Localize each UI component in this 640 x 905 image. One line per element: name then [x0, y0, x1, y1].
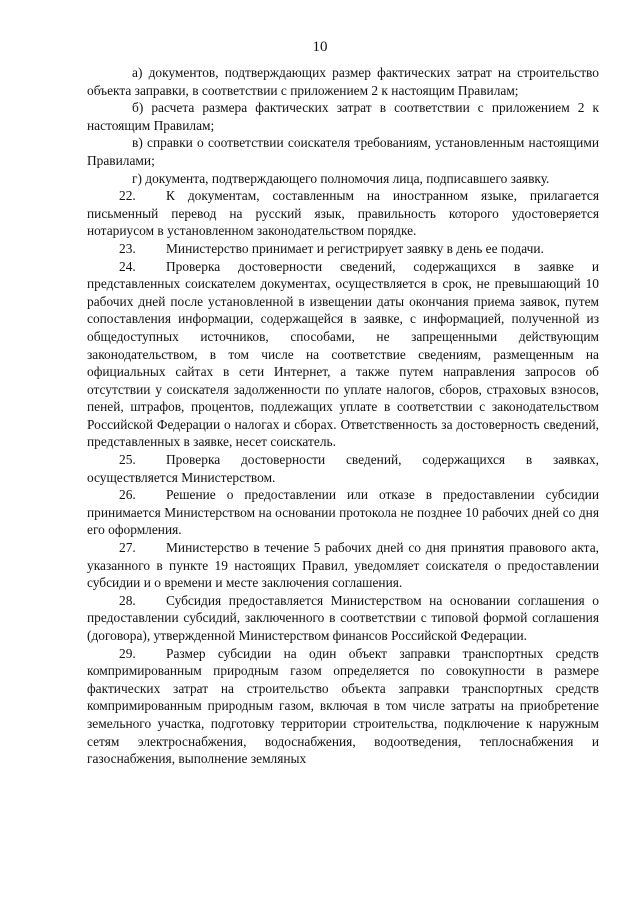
paragraph-text: Проверка достоверности сведений, содержащихся в заявке и представленных соискателем документах, осуществляется в срок, не превышающий 10 рабочих дней после установленной в извещении даты окончания приема заявок, путем сопоставления информации, содержащейся в заявке, с информацией, полученной из общедоступных источников, способами, не запрещенными действующим законодательством, в том числе на соответствие сведениям, размещенным на официальных сайтах в сети Интернет, а также путем направления запросов об отсутствии у соискателя задолженности по уплате налогов, сборов, страховых взносов, пеней, штрафов, процентов, подлежащих уплате в соответствии с законодательством Российской Федерации о налогах и сборах. Ответственность за достоверность сведений, представленных в заявке, несет соискатель. — [87, 258, 599, 450]
paragraph-number: 29. — [119, 645, 136, 661]
paragraph-number: 24. — [119, 258, 136, 274]
paragraph-text: Субсидия предоставляется Министерством на основании соглашения о предоставлении субсидий, заключенного в соответствии с типовой формой соглашения (договора), утвержденной Министерством финансов Российской Федерации. — [87, 592, 599, 643]
paragraph-number: 26. — [119, 487, 136, 503]
paragraph-text: а) документов, подтверждающих размер фактических затрат на строительство объекта заправки, в соответствии с приложением 2 к настоящим Правилам; — [87, 65, 599, 98]
paragraph-number: 23. — [119, 240, 136, 256]
paragraph-item-v — [87, 134, 599, 169]
paragraph-22 — [87, 187, 599, 240]
paragraph-number: 27. — [119, 540, 136, 556]
paragraph-text: Решение о предоставлении или отказе в предоставлении субсидии принимается Министерством на основании протокола не позднее 10 рабочих дней со дня его оформления. — [87, 487, 599, 538]
paragraph-item-g — [87, 170, 599, 188]
paragraph-text: Проверка достоверности сведений, содержащихся в заявках, осуществляется Министерством. — [87, 452, 599, 485]
paragraph-text: в) справки о соответствии соискателя требованиям, установленным настоящими Правилами; — [87, 135, 599, 168]
page-number: 10 — [312, 39, 328, 55]
paragraph-25 — [87, 451, 599, 486]
paragraph-29 — [87, 645, 599, 768]
paragraph-number: 28. — [119, 592, 136, 608]
paragraph-28 — [87, 592, 599, 645]
paragraph-text: б) расчета размера фактических затрат в соответствии с приложением 2 к настоящим Правилам; — [87, 100, 599, 133]
document-body — [87, 64, 599, 768]
paragraph-23 — [87, 240, 599, 258]
paragraph-item-b — [87, 99, 599, 134]
paragraph-text: Размер субсидии на один объект заправки транспортных средств компримированным природным газом определяется по совокупности в размере фактических затрат на строительство объекта заправки транспортных средств компримированным природным газом, включая в том числе затраты на приобретение земельного участка, подготовку территории строительства, подключение к наружным сетям электроснабжения, водоснабжения, водоотведения, теплоснабжения и газоснабжения, выполнение земляных — [87, 645, 599, 767]
paragraph-text: Министерство принимает и регистрирует заявку в день ее подачи. — [166, 240, 544, 256]
paragraph-text: г) документа, подтверждающего полномочия лица, подписавшего заявку. — [132, 170, 550, 186]
paragraph-number: 25. — [119, 452, 136, 468]
paragraph-26 — [87, 486, 599, 539]
paragraph-27 — [87, 539, 599, 592]
paragraph-text: К документам, составленным на иностранном языке, прилагается письменный перевод на русский язык, правильность которого удостоверяется нотариусом в установленном законодательством порядке. — [87, 188, 599, 239]
paragraph-24 — [87, 258, 599, 452]
paragraph-item-a — [87, 64, 599, 99]
paragraph-number: 22. — [119, 188, 136, 204]
paragraph-text: Министерство в течение 5 рабочих дней со дня принятия правового акта, указанного в пункте 19 настоящих Правил, уведомляет соискателя о предоставлении субсидии и о времени и месте заключения соглашения. — [87, 540, 599, 591]
